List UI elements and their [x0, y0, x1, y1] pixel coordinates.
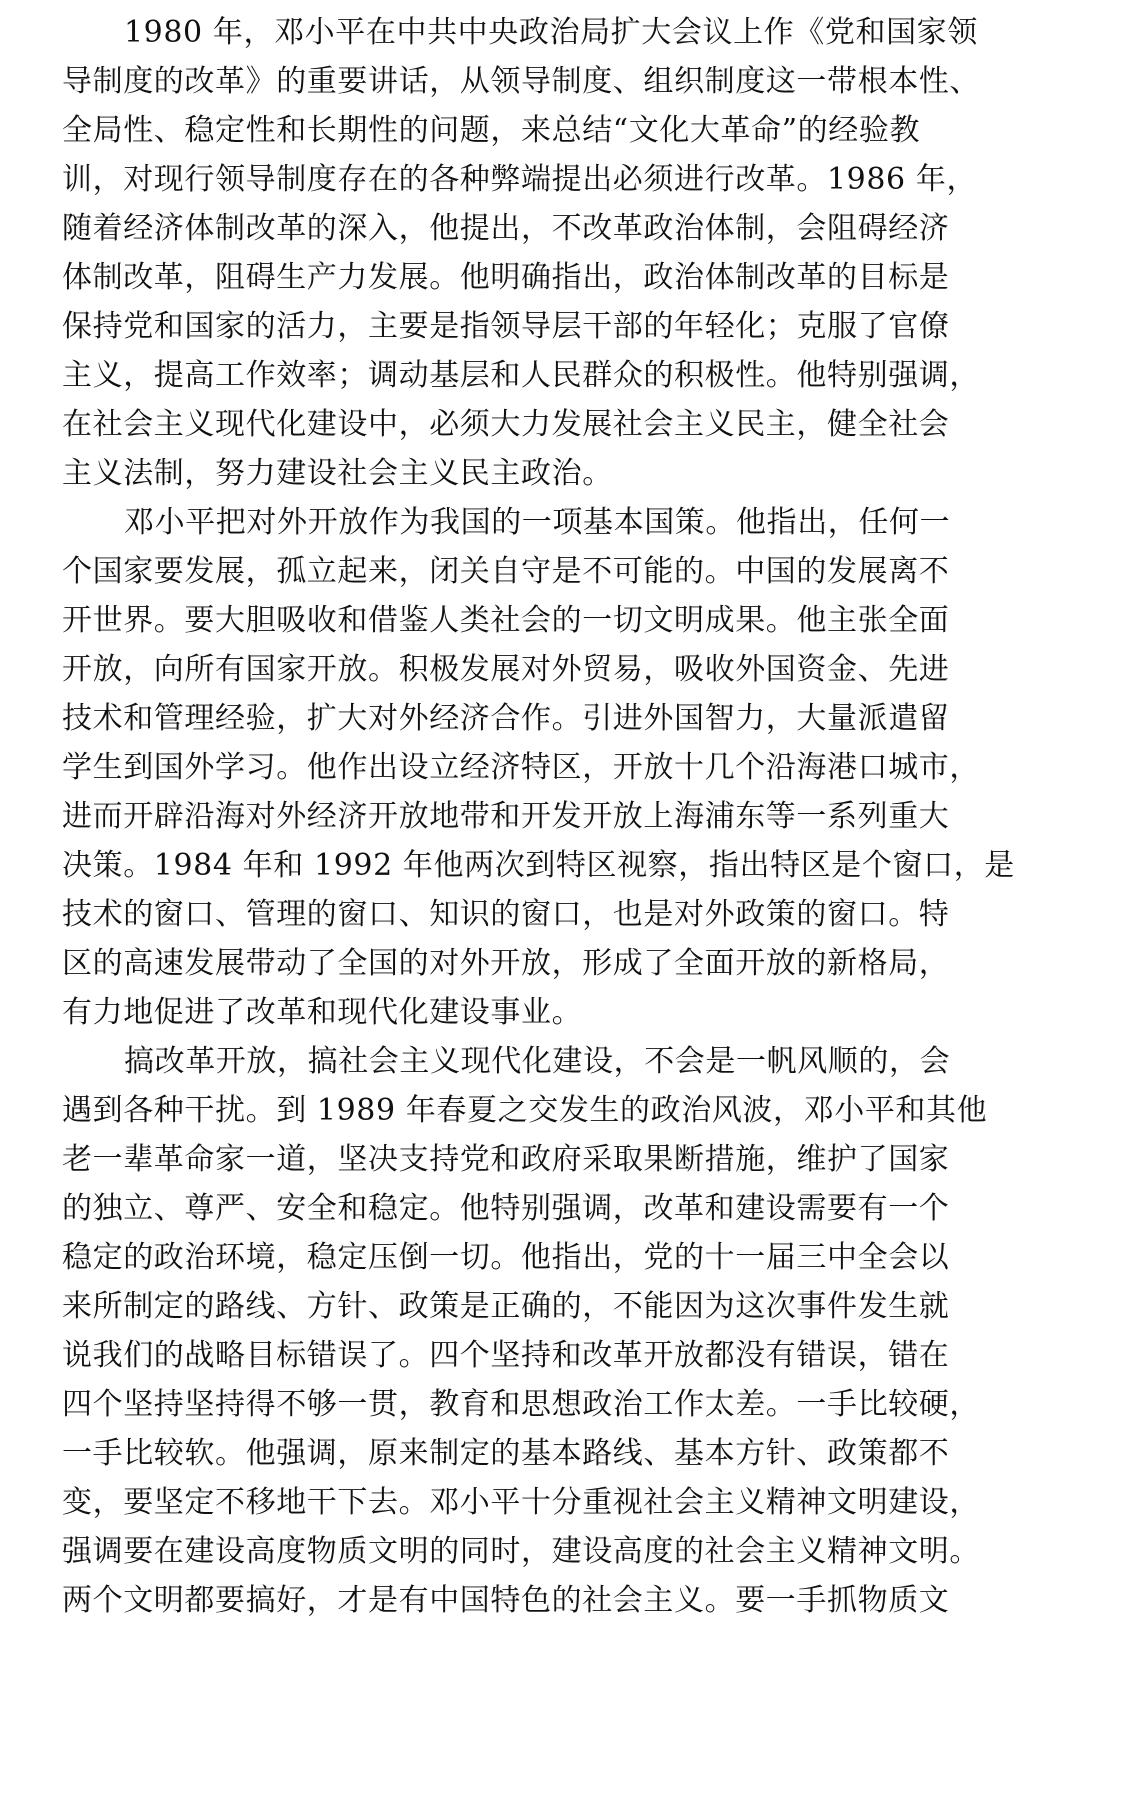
- text-line: 变，要坚定不移地干下去。邓小平十分重视社会主义精神文明建设，: [62, 1485, 980, 1520]
- paragraph: [62, 8, 1042, 498]
- text-line: 搞改革开放，搞社会主义现代化建设，不会是一帆风顺的，会: [124, 1044, 951, 1079]
- text-line: 邓小平把对外开放作为我国的一项基本国策。他指出，任何一: [124, 505, 951, 540]
- text-line: 保持党和国家的活力，主要是指领导层干部的年轻化；克服了官僚: [62, 309, 950, 344]
- text-line: 说我们的战略目标错误了。四个坚持和改革开放都没有错误，错在: [62, 1338, 950, 1373]
- text-line: 老一辈革命家一道，坚决支持党和政府采取果断措施，维护了国家: [62, 1142, 950, 1177]
- text-line: 进而开辟沿海对外经济开放地带和开发开放上海浦东等一系列重大: [62, 799, 950, 834]
- text-line: 训，对现行领导制度存在的各种弊端提出必须进行改革。1986 年，: [62, 162, 978, 197]
- text-line: 四个坚持坚持得不够一贯，教育和思想政治工作太差。一手比较硬，: [62, 1387, 980, 1422]
- paragraph: [62, 498, 1042, 1037]
- text-line: 遇到各种干扰。到 1989 年春夏之交发生的政治风波，邓小平和其他: [62, 1093, 988, 1128]
- text-line: 体制改革，阻碍生产力发展。他明确指出，政治体制改革的目标是: [62, 260, 950, 295]
- text-line: 开世界。要大胆吸收和借鉴人类社会的一切文明成果。他主张全面: [62, 603, 950, 638]
- text-line: 随着经济体制改革的深入，他提出，不改革政治体制，会阻碍经济: [62, 211, 950, 246]
- document-page: [62, 8, 1042, 1625]
- text-line: 在社会主义现代化建设中，必须大力发展社会主义民主，健全社会: [62, 407, 950, 442]
- text-line: 主义法制，努力建设社会主义民主政治。: [62, 456, 613, 491]
- text-line: 决策。1984 年和 1992 年他两次到特区视察，指出特区是个窗口，是: [62, 848, 1015, 883]
- text-line: 全局性、稳定性和长期性的问题，来总结“文化大革命”的经验教: [62, 113, 921, 148]
- text-line: 个国家要发展，孤立起来，闭关自守是不可能的。中国的发展离不: [62, 554, 950, 589]
- text-line: 学生到国外学习。他作出设立经济特区，开放十几个沿海港口城市，: [62, 750, 980, 785]
- text-line: 有力地促进了改革和现代化建设事业。: [62, 995, 583, 1030]
- text-line: 的独立、尊严、安全和稳定。他特别强调，改革和建设需要有一个: [62, 1191, 950, 1226]
- text-line: 开放，向所有国家开放。积极发展对外贸易，吸收外国资金、先进: [62, 652, 950, 687]
- paragraph: [62, 1037, 1042, 1625]
- text-line: 技术和管理经验，扩大对外经济合作。引进外国智力，大量派遣留: [62, 701, 950, 736]
- text-line: 两个文明都要搞好，才是有中国特色的社会主义。要一手抓物质文: [62, 1583, 950, 1618]
- text-line: 1980 年，邓小平在中共中央政治局扩大会议上作《党和国家领: [124, 15, 978, 50]
- text-line: 导制度的改革》的重要讲话，从领导制度、组织制度这一带根本性、: [62, 64, 980, 99]
- text-line: 来所制定的路线、方针、政策是正确的，不能因为这次事件发生就: [62, 1289, 950, 1324]
- text-line: 一手比较软。他强调，原来制定的基本路线、基本方针、政策都不: [62, 1436, 950, 1471]
- text-line: 主义，提高工作效率；调动基层和人民群众的积极性。他特别强调，: [62, 358, 980, 393]
- text-line: 区的高速发展带动了全国的对外开放，形成了全面开放的新格局，: [62, 946, 950, 981]
- text-line: 强调要在建设高度物质文明的同时，建设高度的社会主义精神文明。: [62, 1534, 980, 1569]
- text-line: 技术的窗口、管理的窗口、知识的窗口，也是对外政策的窗口。特: [62, 897, 950, 932]
- text-line: 稳定的政治环境，稳定压倒一切。他指出，党的十一届三中全会以: [62, 1240, 950, 1275]
